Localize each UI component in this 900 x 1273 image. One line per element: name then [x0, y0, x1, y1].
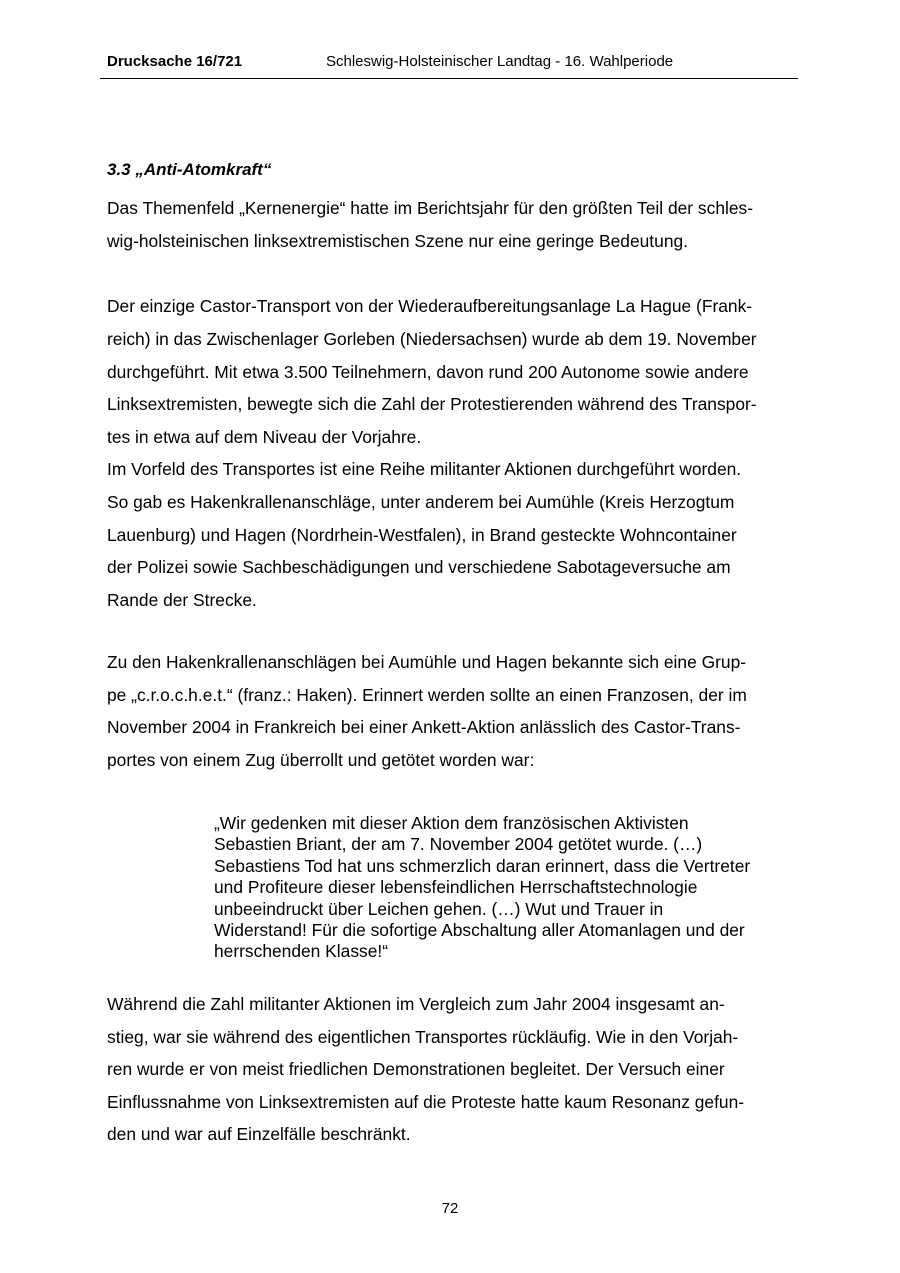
- text-line: November 2004 in Frankreich bei einer Ankett-Aktion anlässlich des Castor-Trans-: [107, 717, 741, 737]
- text-line: durchgeführt. Mit etwa 3.500 Teilnehmern, davon rund 200 Autonome sowie andere: [107, 362, 749, 382]
- text-line: Zu den Hakenkrallenanschlägen bei Aumühle und Hagen bekannte sich eine Grup-: [107, 652, 747, 672]
- text-line: Lauenburg) und Hagen (Nordrhein-Westfalen), in Brand gesteckte Wohncontainer: [107, 525, 737, 545]
- text-line: der Polizei sowie Sachbeschädigungen und verschiedene Sabotageversuche am: [107, 557, 731, 577]
- text-line: pe „c.r.o.c.h.e.t.“ (franz.: Haken). Erinnert werden sollte an einen Franzosen, der im: [107, 685, 747, 705]
- text-line: Linksextremisten, bewegte sich die Zahl der Protestierenden während des Transpor-: [107, 394, 757, 414]
- text-line: portes von einem Zug überrollt und getötet worden war:: [107, 750, 535, 770]
- quote-line: Widerstand! Für die sofortige Abschaltung aller Atomanlagen und der: [214, 920, 745, 940]
- text-line: So gab es Hakenkrallenanschläge, unter anderem bei Aumühle (Kreis Herzogtum: [107, 492, 735, 512]
- text-line: Einflussnahme von Linksextremisten auf die Proteste hatte kaum Resonanz gefun-: [107, 1092, 745, 1112]
- text-line: tes in etwa auf dem Niveau der Vorjahre.: [107, 427, 422, 447]
- quote-line: „Wir gedenken mit dieser Aktion dem französischen Aktivisten: [214, 813, 689, 833]
- text-line: Der einzige Castor-Transport von der Wiederaufbereitungsanlage La Hague (Frank-: [107, 296, 753, 316]
- text-line: den und war auf Einzelfälle beschränkt.: [107, 1124, 411, 1144]
- quote-line: und Profiteure dieser lebensfeindlichen Herrschaftstechnologie: [214, 877, 698, 897]
- text-line: reich) in das Zwischenlager Gorleben (Niedersachsen) wurde ab dem 19. November: [107, 329, 757, 349]
- document-number: Drucksache 16/721: [107, 53, 243, 70]
- text-line: ren wurde er von meist friedlichen Demonstrationen begleitet. Der Versuch einer: [107, 1059, 725, 1079]
- text-line: Das Themenfeld „Kernenergie“ hatte im Berichtsjahr für den größten Teil der schles-: [107, 198, 754, 218]
- text-line: Während die Zahl militanter Aktionen im Vergleich zum Jahr 2004 insgesamt an-: [107, 994, 725, 1014]
- quote-line: unbeeindruckt über Leichen gehen. (…) Wut und Trauer in: [214, 899, 664, 919]
- page-header: [100, 0, 798, 79]
- quote-line: Sebastien Briant, der am 7. November 2004 getötet wurde. (…): [214, 834, 703, 854]
- text-line: stieg, war sie während des eigentlichen Transportes rückläufig. Wie in den Vorjah-: [107, 1027, 739, 1047]
- quote-line: Sebastiens Tod hat uns schmerzlich daran erinnert, dass die Vertreter: [214, 856, 751, 876]
- text-line: wig-holsteinischen linksextremistischen Szene nur eine geringe Bedeutung.: [107, 231, 688, 251]
- section-heading: 3.3 „Anti-Atomkraft“: [107, 160, 272, 179]
- page-number: 72: [441, 1200, 459, 1217]
- quote-line: herrschenden Klasse!“: [214, 941, 388, 961]
- text-line: Rande der Strecke.: [107, 590, 257, 610]
- text-line: Im Vorfeld des Transportes ist eine Reihe militanter Aktionen durchgeführt worden.: [107, 459, 742, 479]
- header-title: Schleswig-Holsteinischer Landtag - 16. Wahlperiode: [326, 53, 674, 70]
